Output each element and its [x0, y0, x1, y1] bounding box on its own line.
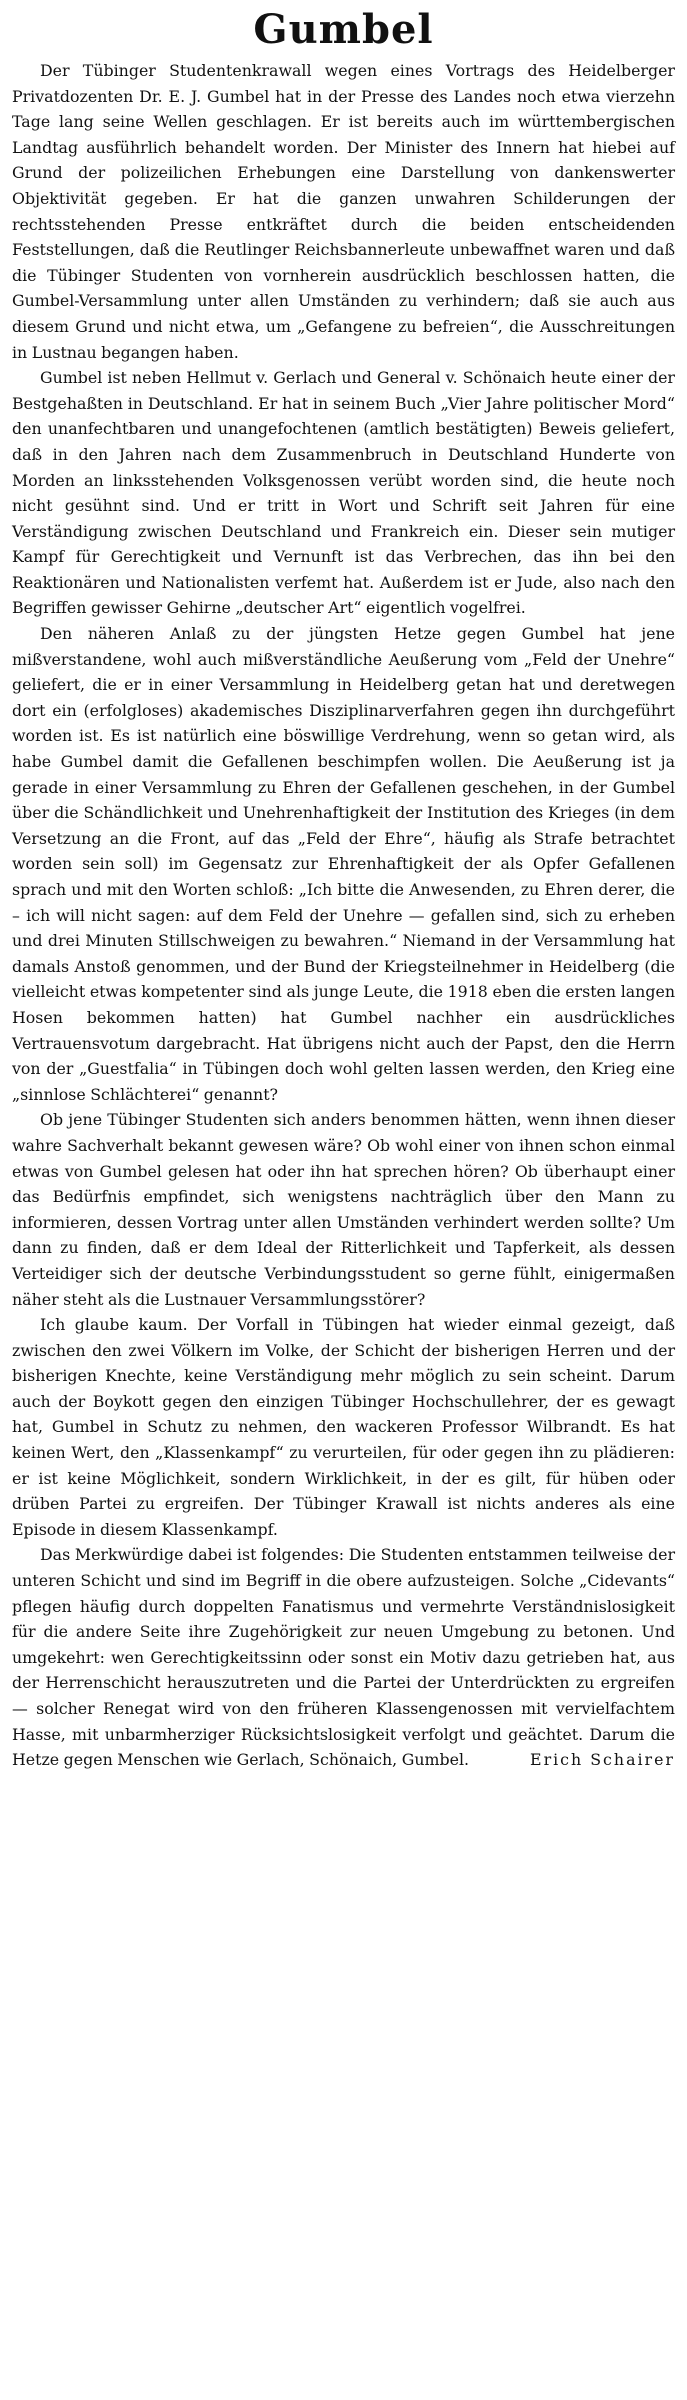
article-paragraph: Das Merkwürdige dabei ist folgendes: Die Studenten entstammen teilweise der unteren Schicht und sind im Begriff in die obere aufzusteigen. Solche „Cidevants“ pflegen häufig durch doppelten Fanatismus und vermehrte Verständnislosigkeit für die andere Seite ihre Zugehörigkeit zur neuen Umgebung zu betonen. Und umgekehrt: wen Gerechtigkeitssinn oder sonst ein Motiv dazu getrieben hat, aus der Herrenschicht herauszutreten und die Partei der Unterdrückten zu ergreifen — solcher Renegat wird von den früheren Klassengenossen mit vervielfachtem Hasse, mit unbarmherziger Rücksichtslosigkeit verfolgt und geächtet. Darum die Hetze gegen Menschen wie Gerlach, Schönaich, Gumbel.	[12, 1545, 675, 1770]
author-signature: Erich Schairer	[530, 1750, 675, 1770]
article-paragraph: Ich glaube kaum. Der Vorfall in Tübingen hat wieder einmal gezeigt, daß zwischen den zwei Völkern im Volke, der Schicht der bisherigen Herren und der bisherigen Knechte, keine Verständigung mehr möglich zu sein scheint. Darum auch der Boykott gegen den einzigen Tübinger Hochschullehrer, der es gewagt hat, Gumbel in Schutz zu nehmen, den wackeren Professor Wilbrandt. Es hat keinen Wert, den „Klassenkampf“ zu verurteilen, für oder gegen ihn zu plädieren: er ist keine Möglichkeit, sondern Wirklichkeit, in der es gilt, für hüben oder drüben Partei zu ergreifen. Der Tübinger Krawall ist nichts anderes als eine Episode in diesem Klassenkampf.	[12, 1315, 675, 1539]
article-paragraph: Ob jene Tübinger Studenten sich anders benommen hätten, wenn ihnen dieser wahre Sachverhalt bekannt gewesen wäre? Ob wohl einer von ihnen schon einmal etwas von Gumbel gelesen hat oder ihn hat sprechen hören? Ob überhaupt einer das Bedürfnis empfindet, sich wenigstens nachträglich über den Mann zu informieren, dessen Vortrag unter allen Umständen verhindert werden sollte? Um dann zu finden, daß er dem Ideal der Ritterlichkeit und Tapferkeit, als dessen Verteidiger sich der deutsche Verbindungsstudent so gerne fühlt, einigermaßen näher steht als die Lustnauer Versammlungsstörer?	[12, 1110, 675, 1309]
article-paragraph: Gumbel ist neben Hellmut v. Gerlach und General v. Schönaich heute einer der Bestgehaßten in Deutschland. Er hat in seinem Buch „Vier Jahre politischer Mord“ den unanfechtbaren und unangefochtenen (amtlich bestätigten) Beweis geliefert, daß in den Jahren nach dem Zusammenbruch in Deutschland Hunderte von Morden an linksstehenden Volksgenossen verübt worden sind, die heute noch nicht gesühnt sind. Und er tritt in Wort und Schrift seit Jahren für eine Verständigung zwischen Deutschland und Frankreich ein. Dieser sein mutiger Kampf für Gerechtigkeit und Vernunft ist das Verbrechen, das ihn bei den Reaktionären und Nationalisten verfemt hat. Außerdem ist er Jude, also nach den Begriffen gewisser Gehirne „deutscher Art“ eigentlich vogelfrei.	[12, 368, 675, 618]
article-paragraph: Der Tübinger Studentenkrawall wegen eines Vortrags des Heidelberger Privatdozenten Dr. E. J. Gumbel hat in der Presse des Landes noch etwa vierzehn Tage lang seine Wellen geschlagen. Er ist bereits auch im württembergischen Landtag ausführlich behandelt worden. Der Minister des Innern hat hiebei auf Grund der polizeilichen Erhebungen eine Darstellung von dankenswerter Objektivität gegeben. Er hat die ganzen unwahren Schilderungen der rechtsstehenden Presse entkräftet durch die beiden entscheidenden Feststellungen, daß die Reutlinger Reichsbannerleute unbewaffnet waren und daß die Tübinger Studenten von vornherein ausdrücklich beschlossen hatten, die Gumbel-Versammlung unter allen Umständen zu verhindern; daß sie auch aus diesem Grund und nicht etwa, um „Gefangene zu befreien“, die Ausschreitungen in Lustnau begangen haben.	[12, 61, 675, 362]
article-title: Gumbel	[253, 6, 434, 53]
article-paragraph: Den näheren Anlaß zu der jüngsten Hetze gegen Gumbel hat jene mißverstandene, wohl auch mißverständliche Aeußerung vom „Feld der Unehre“ geliefert, die er in einer Versammlung in Heidelberg getan hat und deretwegen dort ein (erfolgloses) akademisches Disziplinarverfahren gegen ihn durchgeführt worden ist. Es ist natürlich eine böswillige Verdrehung, wenn so getan wird, als habe Gumbel damit die Gefallenen beschimpfen wollen. Die Aeußerung ist ja gerade in einer Versammlung zu Ehren der Gefallenen geschehen, in der Gumbel über die Schändlichkeit und Unehrenhaftigkeit der Institution des Krieges (in dem Versetzung an die Front, auf das „Feld der Ehre“, häufig als Strafe betrachtet worden sein soll) im Gegensatz zur Ehrenhaftigkeit der als Opfer Gefallenen sprach und mit den Worten schloß: „Ich bitte die Anwesenden, zu Ehren derer, die – ich will nicht sagen: auf dem Feld der Unehre — gefallen sind, sich zu erheben und drei Minuten Stillschweigen zu bewahren.“ Niemand in der Versammlung hat damals Anstoß genommen, und der Bund der Kriegsteilnehmer in Heidelberg (die vielleicht etwas kompetenter sind als junge Leute, die 1918 eben die ersten langen Hosen bekommen hatten) hat Gumbel nachher ein ausdrückliches Vertrauensvotum dargebracht. Hat übrigens nicht auch der Papst, den die Herrn von der „Guestfalia“ in Tübingen doch wohl gelten lassen werden, den Krieg eine „sinnlose Schlächterei“ genannt?	[12, 624, 675, 1104]
article-body	[12, 58, 675, 1773]
